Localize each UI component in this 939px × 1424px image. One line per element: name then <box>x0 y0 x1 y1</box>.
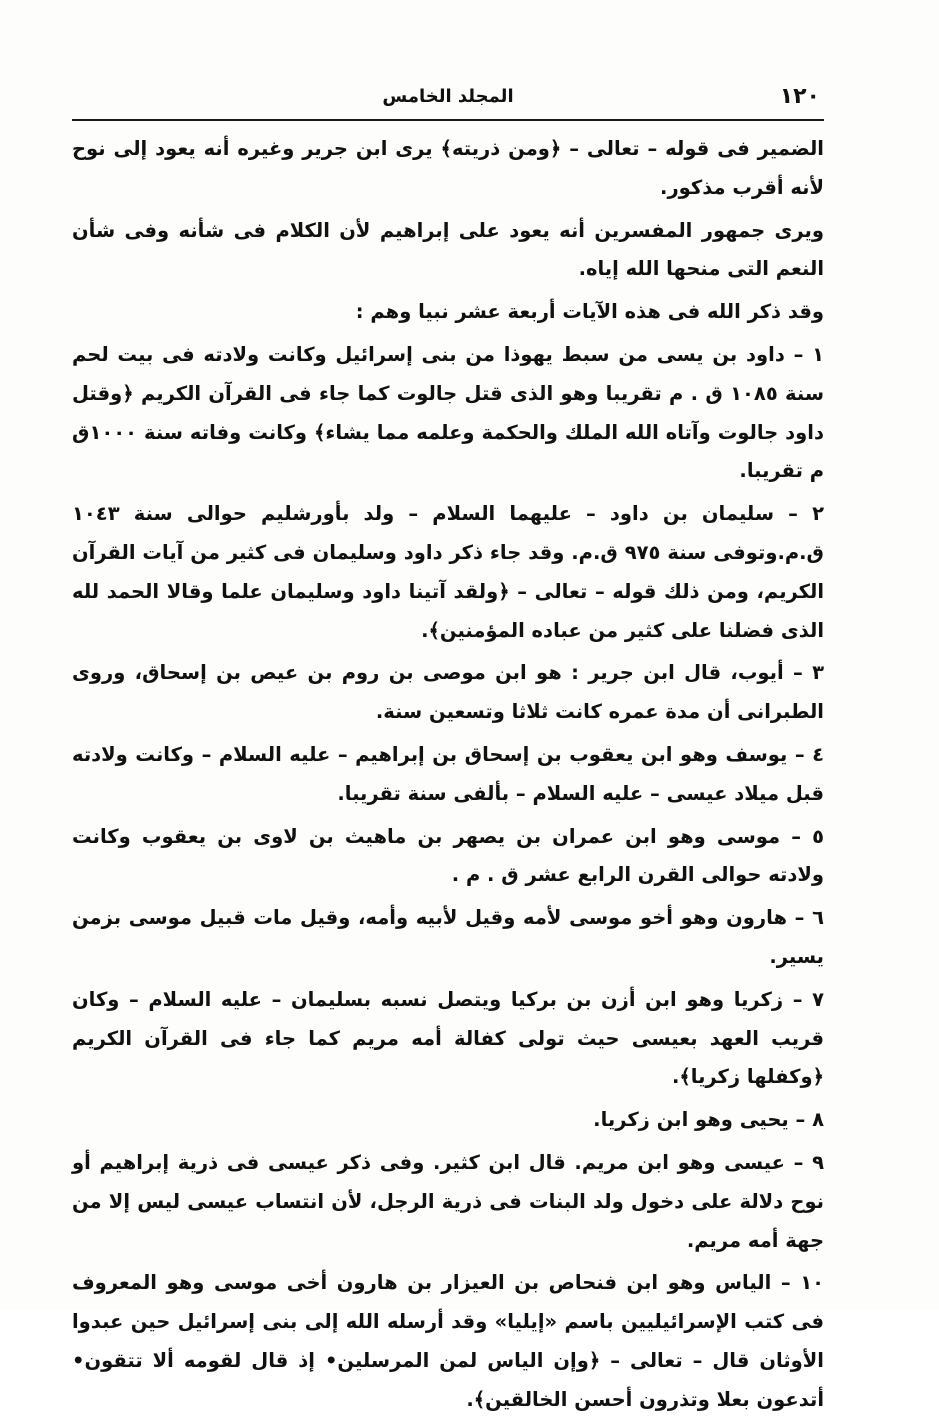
page-number: ١٢٠ <box>779 84 820 109</box>
paragraph-1: الضمير فى قوله – تعالى – ﴿ومن ذريته﴾ يرى ابن جرير وغيره أنه يعود إلى نوح لأنه أقرب مذكور. <box>72 137 824 199</box>
header-rule <box>72 119 824 121</box>
running-title: المجلد الخامس <box>382 86 514 107</box>
paragraph-prophet-1: ١ – داود بن يسى من سبط يهوذا من بنى إسرائيل وكانت ولادته فى بيت لحم سنة ١٠٨٥ ق . م تقريبا وهو الذى قتل جالوت كما جاء فى القرآن الكريم ﴿وقتل داود جالوت وآتاه الله الملك والحكمة وعلمه مما يشاء﴾ وكانت وفاته سنة ١٠٠٠ق م تقريبا. <box>72 342 824 483</box>
paragraph-prophet-5: ٥ – موسى وهو ابن عمران بن يصهر بن ماهيث بن لاوى بن يعقوب وكانت ولادته حوالى القرن الرابع عشر ق . م . <box>72 824 824 887</box>
paragraph-prophet-8: ٨ – يحيى وهو ابن زكريا. <box>593 1108 824 1132</box>
paragraph-prophet-3: ٣ – أيوب، قال ابن جرير : هو ابن موصى بن روم بن عيص بن إسحاق، وروى الطبرانى أن مدة عمره كانت ثلاثا وتسعين سنة. <box>72 661 824 724</box>
paragraph-prophet-4: ٤ – يوسف وهو ابن يعقوب بن إسحاق بن إبراهيم – عليه السلام – وكانت ولادته قبل ميلاد عيسى – عليه السلام – بألفى سنة تقريبا. <box>72 742 824 805</box>
paragraph-prophet-9: ٩ – عيسى وهو ابن مريم. قال ابن كثير. وفى ذكر عيسى فى ذرية إبراهيم أو نوح دلالة على دخول ولد البنات فى ذرية الرجل، لأن انتساب عيسى ليس إلا من جهة أمه مريم. <box>72 1150 824 1252</box>
paragraph-prophet-7: ٧ – زكريا وهو ابن أزن بن بركيا ويتصل نسبه بسليمان – عليه السلام – وكان قريب العهد بعيسى حيث تولى كفالة أمه مريم كما جاء فى القرآن الكريم ﴿وكفلها زكريا﴾. <box>72 987 824 1089</box>
page-header <box>72 78 824 118</box>
paragraph-3: وقد ذكر الله فى هذه الآيات أربعة عشر نبيا وهم : <box>355 300 824 324</box>
paragraph-prophet-6: ٦ – هارون وهو أخو موسى لأمه وقيل لأبيه وأمه، وقيل مات قبيل موسى بزمن يسير. <box>72 906 824 968</box>
paragraph-prophet-2: ٢ – سليمان بن داود – عليهما السلام – ولد بأورشليم حوالى سنة ١٠٤٣ ق.م.وتوفى سنة ٩٧٥ ق.م. وقد جاء ذكر داود وسليمان فى كثير من آيات القرآن الكريم، ومن ذلك قوله – تعالى – ﴿ولقد آتينا داود وسليمان علما وقالا الحمد لله الذى فضلنا على كثير من عباده المؤمنين﴾. <box>72 502 824 642</box>
paragraph-2: ويرى جمهور المفسرين أنه يعود على إبراهيم لأن الكلام فى شأنه وفى شأن النعم التى منحها الله إياه. <box>72 218 824 281</box>
paragraph-prophet-10: ١٠ – الياس وهو ابن فنحاص بن العيزار بن هارون أخى موسى وهو المعروف فى كتب الإسرائيليين باسم «إيليا» وقد أرسله الله إلى بنى إسرائيل حين عبدوا الأوثان قال – تعالى – ﴿وإن الياس لمن المرسلين• إذ قال لقومه ألا تتقون• أتدعون بعلا وتذرون أحسن الخالقين﴾. <box>72 1271 824 1411</box>
page-body <box>72 130 824 1424</box>
